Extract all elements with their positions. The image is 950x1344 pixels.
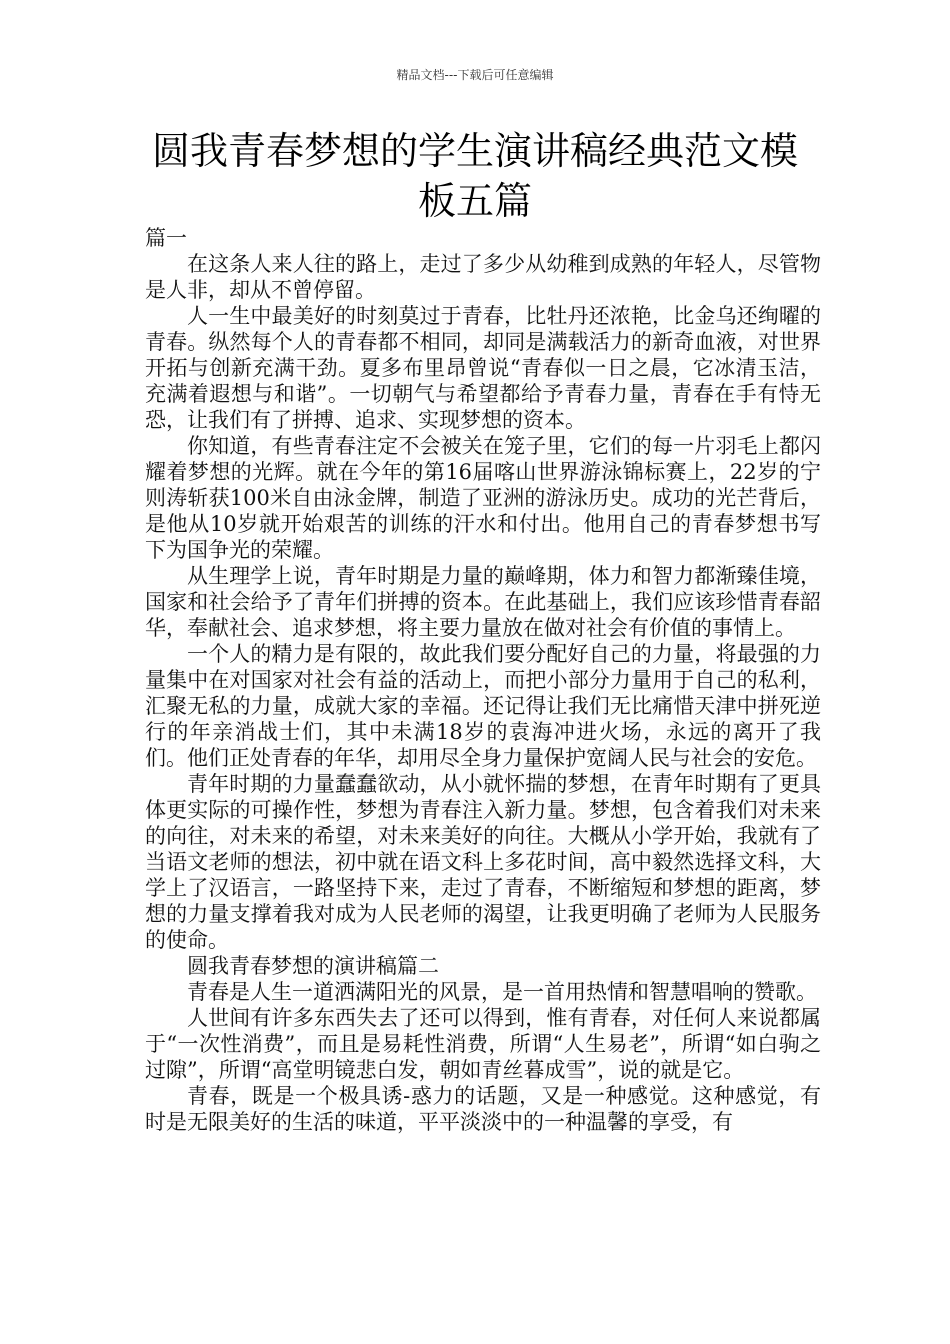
paragraph: 青年时期的力量蠢蠢欲动，从小就怀揣的梦想，在青年时期有了更具体更实际的可操作性，梦想为青春注入新力量。梦想，包含着我们对未来的向往，对未来的希望，对未来美好的向往。大概从小学开始，我就有了当语文老师的想法，初中就在语文科上多花时间，高中毅然选择文科，大学上了汉语言，一路坚持下来，走过了青春，不断缩短和梦想的距离，梦想的力量支撑着我对成为人民老师的渴望，让我更明确了老师为人民服务的使命。 [145, 772, 821, 952]
paragraph: 在这条人来人往的路上，走过了多少从幼稚到成熟的年轻人，尽管物是人非，却从不曾停留。 [145, 252, 821, 302]
paragraph: 你知道，有些青春注定不会被关在笼子里，它们的每一片羽毛上都闪耀着梦想的光辉。就在今年的第16届喀山世界游泳锦标赛上，22岁的宁则涛斩获100米自由泳金牌，制造了亚洲的游泳历史。成功的光芒背后，是他从10岁就开始艰苦的训练的汗水和付出。他用自己的青春梦想书写下为国争光的荣耀。 [145, 434, 821, 562]
paragraph: 青春是人生一道洒满阳光的风景，是一首用热情和智慧唱响的赞歌。 [187, 980, 817, 1004]
paragraph: 从生理学上说，青年时期是力量的巅峰期，体力和智力都渐臻佳境，国家和社会给予了青年们拼搏的资本。在此基础上，我们应该珍惜青春韶华，奉献社会、追求梦想，将主要力量放在做对社会有价值的事情上。 [145, 564, 821, 640]
paragraph: 青春，既是一个极具诱-惑力的话题，又是一种感觉。这种感觉，有时是无限美好的生活的味道，平平淡淡中的一种温馨的享受，有 [145, 1084, 821, 1134]
header-note: 精品文档---下载后可任意编辑 [396, 68, 554, 82]
paragraph: 人一生中最美好的时刻莫过于青春，比牡丹还浓艳，比金乌还绚曜的青春。纵然每个人的青春都不相同，却同是满载活力的新奇血液，对世界开拓与创新充满干劲。夏多布里昂曾说“青春似一日之晨，它冰清玉洁，充满着遐想与和谐”。一切朝气与希望都给予青春力量，青春在手有恃无恐，让我们有了拼搏、追求、实现梦想的资本。 [145, 304, 821, 432]
document-body [145, 225, 821, 1135]
paragraph: 一个人的精力是有限的，故此我们要分配好自己的力量，将最强的力量集中在对国家对社会有益的活动上，而把小部分力量用于自己的私利，汇聚无私的力量，成就大家的幸福。还记得让我们无比痛惜天津中拼死逆行的年亲消战士们，其中未满18岁的袁海冲进火场，永远的离开了我们。他们正处青春的年华，却用尽全身力量保护宽阔人民与社会的安危。 [145, 642, 821, 770]
paragraph: 人世间有许多东西失去了还可以得到，惟有青春，对任何人来说都属于“一次性消费”，而且是易耗性消费，所谓“人生易老”，所谓“如白驹之过隙”，所谓“高堂明镜悲白发，朝如青丝暮成雪”，说的就是它。 [145, 1006, 821, 1082]
document-title: 圆我青春梦想的学生演讲稿经典范文模板五篇 [151, 129, 798, 223]
section-heading: 圆我青春梦想的演讲稿篇二 [187, 954, 439, 978]
section-label: 篇一 [145, 226, 187, 250]
